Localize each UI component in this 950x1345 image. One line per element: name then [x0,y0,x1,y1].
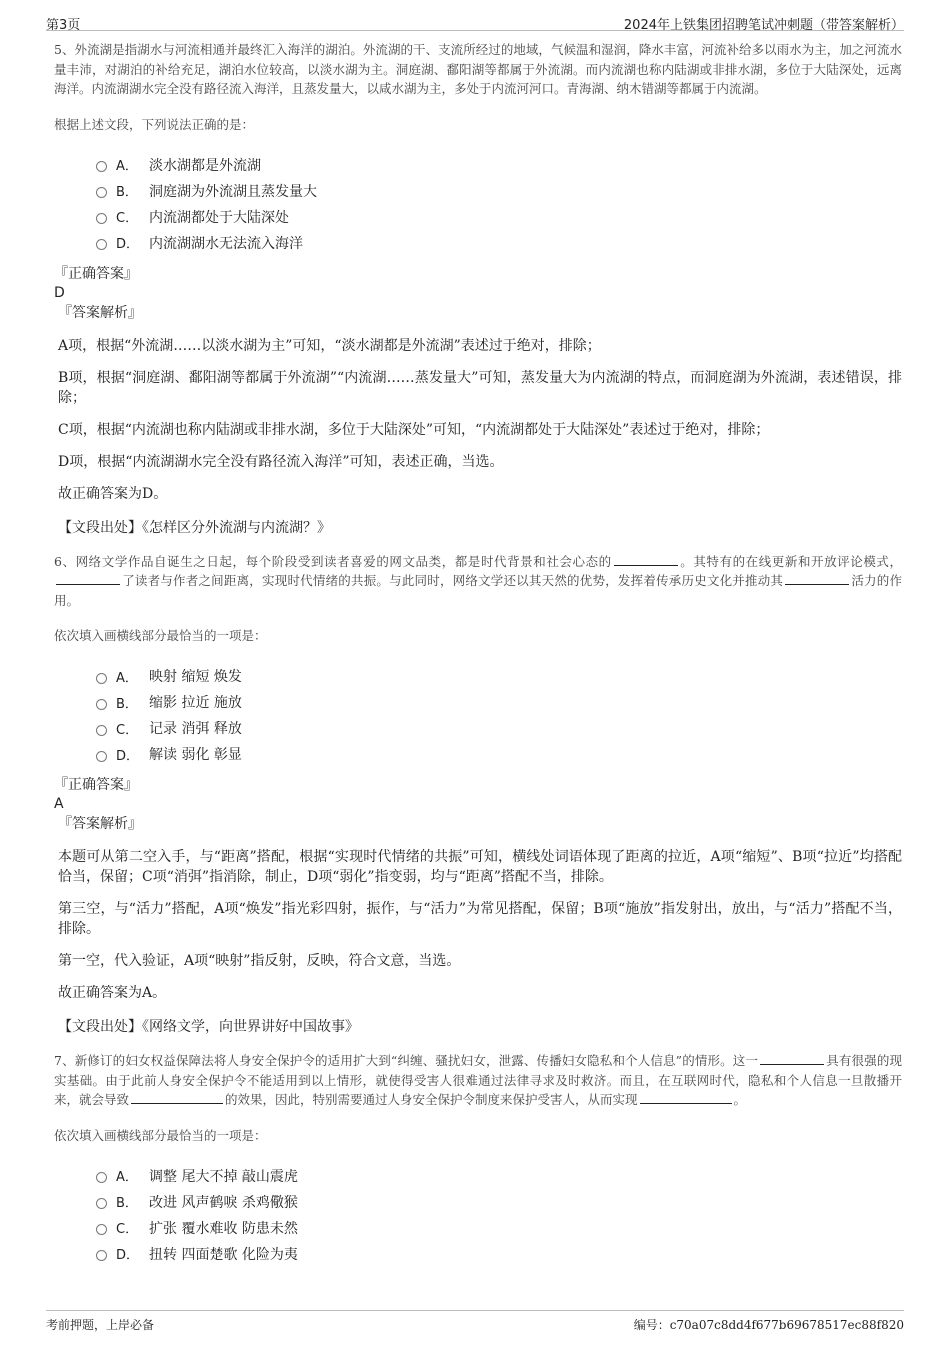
stem-text: 具有很强的现实基础。由于此前人身安全保护令不能适用到以上情形，就使得受害人很难通过法律寻求及时救济。而且，在互联网时代，隐私和个人信息一旦散播开来，就会导致 [54,1053,902,1107]
option-text: 记录 消弭 释放 [149,721,242,737]
document-code: 编号：c70a07c8dd4f677b69678517ec88f820 [633,1318,904,1332]
radio-icon[interactable] [96,699,107,710]
option-text: 淡水湖都是外流湖 [149,157,261,174]
option-text: 洞庭湖为外流湖且蒸发量大 [149,183,317,200]
option-c[interactable] [96,715,902,741]
stem-text: 6、网络文学作品自诞生之日起，每个阶段受到读者喜爱的网文品类，都是时代背景和社会心态的 [54,553,612,569]
explanation-paragraph: 本题可从第二空入手，与“距离”搭配，根据“实现时代情绪的共振”可知，横线处词语体现了距离的拉近，A项“缩短”、B项“拉近”均搭配恰当，保留；C项“消弭”指消除，制止，D项“弱化”指变弱，均与“距离”搭配不当，排除。 [58,849,902,885]
explanation-paragraph: C项，根据“内流湖也称内陆湖或非排水湖，多位于大陆深处”可知，“内流湖都处于大陆深处”表述过于绝对，排除； [58,421,770,438]
option-text: 内流湖湖水无法流入海洋 [149,235,303,252]
page-header [46,8,904,31]
option-list [54,663,902,767]
option-letter: C． [116,1222,139,1237]
option-text: 调整 尾大不掉 敲山震虎 [149,1168,298,1185]
stem-text: 了读者与作者之间距离，实现时代情绪的共振。与此同时，网络文学还以其天然的优势，发挥着传承历史文化并推动其 [122,573,784,588]
question-prompt: 依次填入画横线部分最恰当的一项是： [54,1127,267,1143]
explanation-label: 『答案解析』 [58,816,142,832]
radio-icon[interactable] [96,187,107,198]
correct-answer-label: 『正确答案』 [54,265,138,282]
stem-text: 活力的作用。 [54,573,902,608]
option-letter: A． [116,159,138,174]
radio-icon[interactable] [96,161,107,172]
fill-blank [760,1052,824,1065]
radio-icon[interactable] [96,213,107,224]
option-letter: A． [116,670,138,686]
option-d[interactable] [96,1241,902,1267]
question-5 [54,40,902,538]
fill-blank [56,572,120,585]
option-a[interactable] [96,663,902,689]
option-letter: D． [116,1248,140,1263]
option-letter: B． [116,185,138,200]
option-b[interactable] [96,178,902,204]
stem-text: 的效果，因此，特别需要通过人身安全保护令制度来保护受害人，从而实现 [225,1092,638,1107]
option-letter: C． [116,722,139,738]
stem-text: 。 [733,1092,747,1107]
page-number: 第3页 [46,18,81,33]
page-content [54,40,902,1281]
question-prompt: 依次填入画横线部分最恰当的一项是： [54,628,267,643]
question-stem [54,552,902,611]
explanation-conclusion: 故正确答案为D。 [58,485,168,502]
fill-blank [614,553,678,566]
option-list [54,1163,902,1267]
option-text: 改进 风声鹤唳 杀鸡儆猴 [149,1194,298,1211]
stem-text: 7、新修订的妇女权益保障法将人身安全保护令的适用扩大到“纠缠、骚扰妇女，泄露、传播妇女隐私和个人信息”的情形。这一 [54,1053,759,1068]
correct-answer: A [54,796,64,812]
question-7 [54,1051,902,1267]
option-letter: A． [116,1170,138,1185]
radio-icon[interactable] [96,725,107,736]
explanation-paragraph: 第三空，与“活力”搭配，A项“焕发”指光彩四射，振作，与“活力”为常见搭配，保留；B项“施放”指发射出，放出，与“活力”搭配不当，排除。 [58,901,902,937]
radio-icon[interactable] [96,1172,107,1183]
explanation-paragraph: A项，根据“外流湖……以淡水湖为主”可知，“淡水湖都是外流湖”表述过于绝对，排除； [58,337,601,354]
explanation-conclusion: 故正确答案为A。 [58,985,167,1001]
radio-icon[interactable] [96,673,107,684]
option-text: 映射 缩短 焕发 [149,669,242,685]
option-text: 内流湖都处于大陆深处 [149,209,289,226]
radio-icon[interactable] [96,751,107,762]
passage-source: 【文段出处】《网络文学，向世界讲好中国故事》 [58,1019,359,1035]
correct-answer: D [54,284,65,301]
option-c[interactable] [96,204,902,230]
explanation-label: 『答案解析』 [58,304,142,321]
explanation-paragraph: D项，根据“内流湖湖水完全没有路径流入海洋”可知，表述正确，当选。 [58,453,504,470]
option-letter: B． [116,696,138,712]
option-letter: C． [116,211,139,226]
option-list [54,152,902,256]
radio-icon[interactable] [96,239,107,250]
explanation-paragraph: 第一空，代入验证，A项“映射”指反射，反映，符合文意，当选。 [58,953,461,969]
fill-blank [640,1091,732,1104]
option-letter: D． [116,237,140,252]
option-text: 扩张 覆水难收 防患未然 [149,1220,298,1237]
option-text: 扭转 四面楚歌 化险为夷 [149,1246,298,1263]
radio-icon[interactable] [96,1198,107,1209]
option-text: 缩影 拉近 施放 [149,695,242,711]
question-stem: 5、外流湖是指湖水与河流相通并最终汇入海洋的湖泊。外流湖的干、支流所经过的地域，气候温和湿润，降水丰富，河流补给多以雨水为主，加之河流水量丰沛，对湖泊的补给充足，湖泊水位较高，以淡水湖为主。洞庭湖、鄱阳湖等都属于外流湖。而内流湖也称内陆湖或非排水湖，多位于大陆深处，远离海洋。内流湖湖水完全没有路径流入海洋，且蒸发量大，以咸水湖为主，多处于内流河河口。青海湖、纳木错湖等都属于内流湖。 [54,42,902,96]
question-stem [54,1051,902,1110]
option-letter: B． [116,1196,138,1211]
document-title: 2024年上铁集团招聘笔试冲刺题（带答案解析） [623,18,904,33]
stem-text: 。其特有的在线更新和开放评论模式， [679,553,902,569]
page-footer [46,1310,904,1335]
radio-icon[interactable] [96,1250,107,1261]
option-d[interactable] [96,230,902,256]
option-a[interactable] [96,152,902,178]
passage-source: 【文段出处】《怎样区分外流湖与内流湖？》 [58,519,331,536]
explanation-paragraph: B项，根据“洞庭湖、鄱阳湖等都属于外流湖”“内流湖……蒸发量大”可知，蒸发量大为内流湖的特点，而洞庭湖为外流湖，表述错误，排除； [58,369,902,406]
option-b[interactable] [96,1189,902,1215]
radio-icon[interactable] [96,1224,107,1235]
option-a[interactable] [96,1163,902,1189]
option-letter: D． [116,748,140,764]
fill-blank [785,572,849,585]
correct-answer-label: 『正确答案』 [54,777,138,793]
option-b[interactable] [96,689,902,715]
option-c[interactable] [96,1215,902,1241]
option-text: 解读 弱化 彰显 [149,747,242,763]
question-prompt: 根据上述文段，下列说法正确的是： [54,116,255,132]
footer-slogan: 考前押题，上岸必备 [46,1318,155,1332]
option-d[interactable] [96,741,902,767]
question-6 [54,552,902,1038]
fill-blank [131,1091,223,1104]
